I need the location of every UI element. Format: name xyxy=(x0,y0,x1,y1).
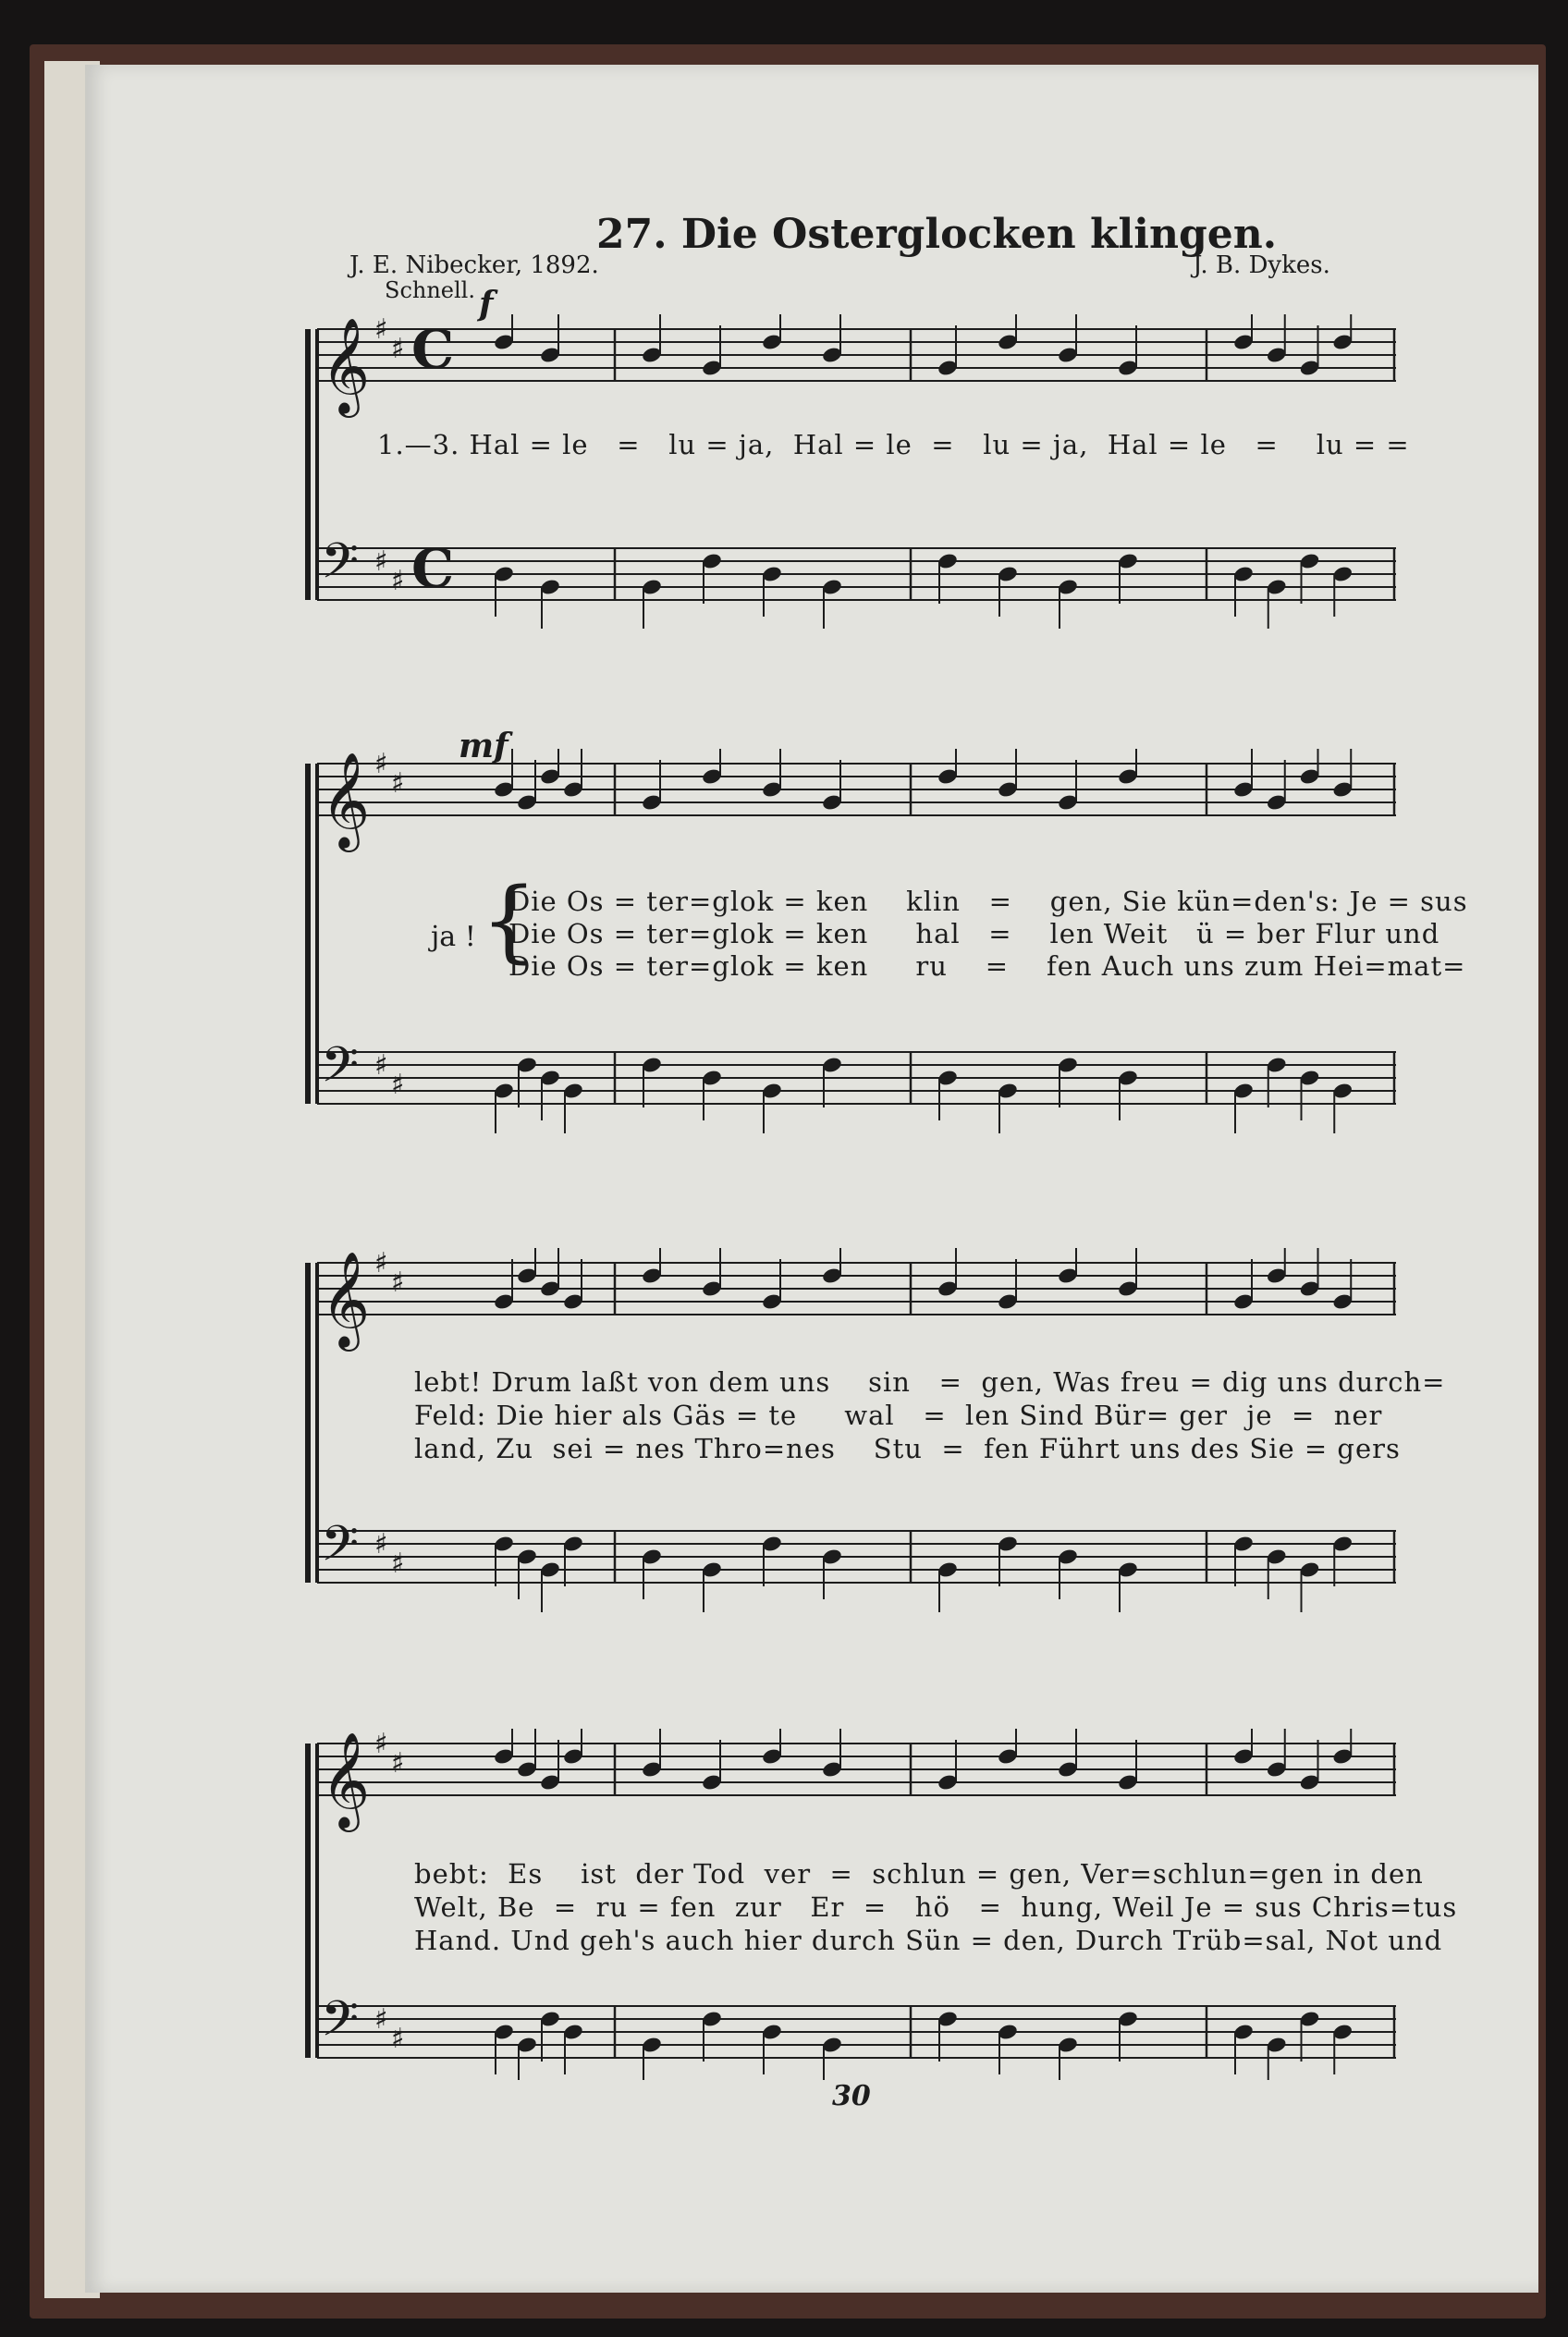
lyric-line: Die Os = ter=glok = ken ru = fen Auch uns zum Hei=mat= xyxy=(508,950,1466,982)
treble-clef-icon: 𝄞 xyxy=(321,1731,371,1829)
bass-clef-icon: 𝄢 xyxy=(321,533,360,602)
sharp-icon: ♯ xyxy=(391,565,405,597)
sharp-icon: ♯ xyxy=(391,2023,405,2055)
sharp-icon: ♯ xyxy=(391,767,405,800)
sharp-icon: ♯ xyxy=(374,1049,388,1082)
dynamic-mezzoforte: mf xyxy=(459,727,508,765)
lyric-line: bebt: Es ist der Tod ver = schlun = gen, Ver=schlun=gen in den xyxy=(414,1858,1424,1890)
lyric-line: lebt! Drum laßt von dem uns sin = gen, Was freu = dig uns durch= xyxy=(414,1366,1446,1398)
sharp-icon: ♯ xyxy=(391,333,405,365)
common-time-icon: C xyxy=(411,318,455,381)
hymn-title: 27. Die Osterglocken klingen. xyxy=(596,211,1278,258)
sharp-icon: ♯ xyxy=(391,1747,405,1780)
sharp-icon: ♯ xyxy=(374,1729,388,1760)
common-time-icon: C xyxy=(411,537,455,600)
lyric-line: Hand. Und geh's auch hier durch Sün = den, Durch Trüb=sal, Not und xyxy=(414,1925,1443,1956)
treble-clef-icon: 𝄞 xyxy=(321,1251,371,1348)
lyric-prefix: ja ! xyxy=(431,921,476,953)
sharp-icon: ♯ xyxy=(374,2003,388,2036)
lyric-line: Die Os = ter=glok = ken hal = len Weit ü = ber Flur und xyxy=(508,918,1440,949)
sharp-icon: ♯ xyxy=(374,749,388,780)
sharp-icon: ♯ xyxy=(374,1248,388,1279)
composer-credit: J. B. Dykes. xyxy=(1193,251,1330,279)
poet-credit: J. E. Nibecker, 1892. xyxy=(349,251,599,279)
treble-clef-icon: 𝄞 xyxy=(321,752,371,849)
score-staves xyxy=(300,314,1396,629)
music-system-1 xyxy=(300,314,1396,629)
treble-clef-icon: 𝄞 xyxy=(321,317,371,414)
bass-clef-icon: 𝄢 xyxy=(321,1037,360,1106)
lyric-line: land, Zu sei = nes Thro=nes Stu = fen Führt uns des Sie = gers xyxy=(414,1433,1401,1464)
tempo-marking: Schnell. xyxy=(385,277,475,303)
sharp-icon: ♯ xyxy=(374,314,388,346)
bass-clef-icon: 𝄢 xyxy=(321,1991,360,2060)
sharp-icon: ♯ xyxy=(374,1528,388,1560)
page-number: 30 xyxy=(832,2080,871,2112)
sharp-icon: ♯ xyxy=(391,1069,405,1101)
lyric-line: Feld: Die hier als Gäs = te wal = len Sind Bür= ger je = ner xyxy=(414,1400,1383,1431)
sharp-icon: ♯ xyxy=(391,1548,405,1580)
sharp-icon: ♯ xyxy=(391,1266,405,1299)
bass-clef-icon: 𝄢 xyxy=(321,1516,360,1585)
lyric-line: 1.—3. Hal = le = lu = ja, Hal = le = lu = ja, Hal = le = lu = = xyxy=(377,429,1410,460)
lyric-line: Welt, Be = ru = fen zur Er = hö = hung, Weil Je = sus Chris=tus xyxy=(414,1891,1458,1923)
sharp-icon: ♯ xyxy=(374,545,388,578)
dynamic-forte: f xyxy=(479,285,494,324)
verse-brace: { xyxy=(481,869,538,973)
lyric-line: Die Os = ter=glok = ken klin = gen, Sie kün=den's: Je = sus xyxy=(508,886,1468,917)
